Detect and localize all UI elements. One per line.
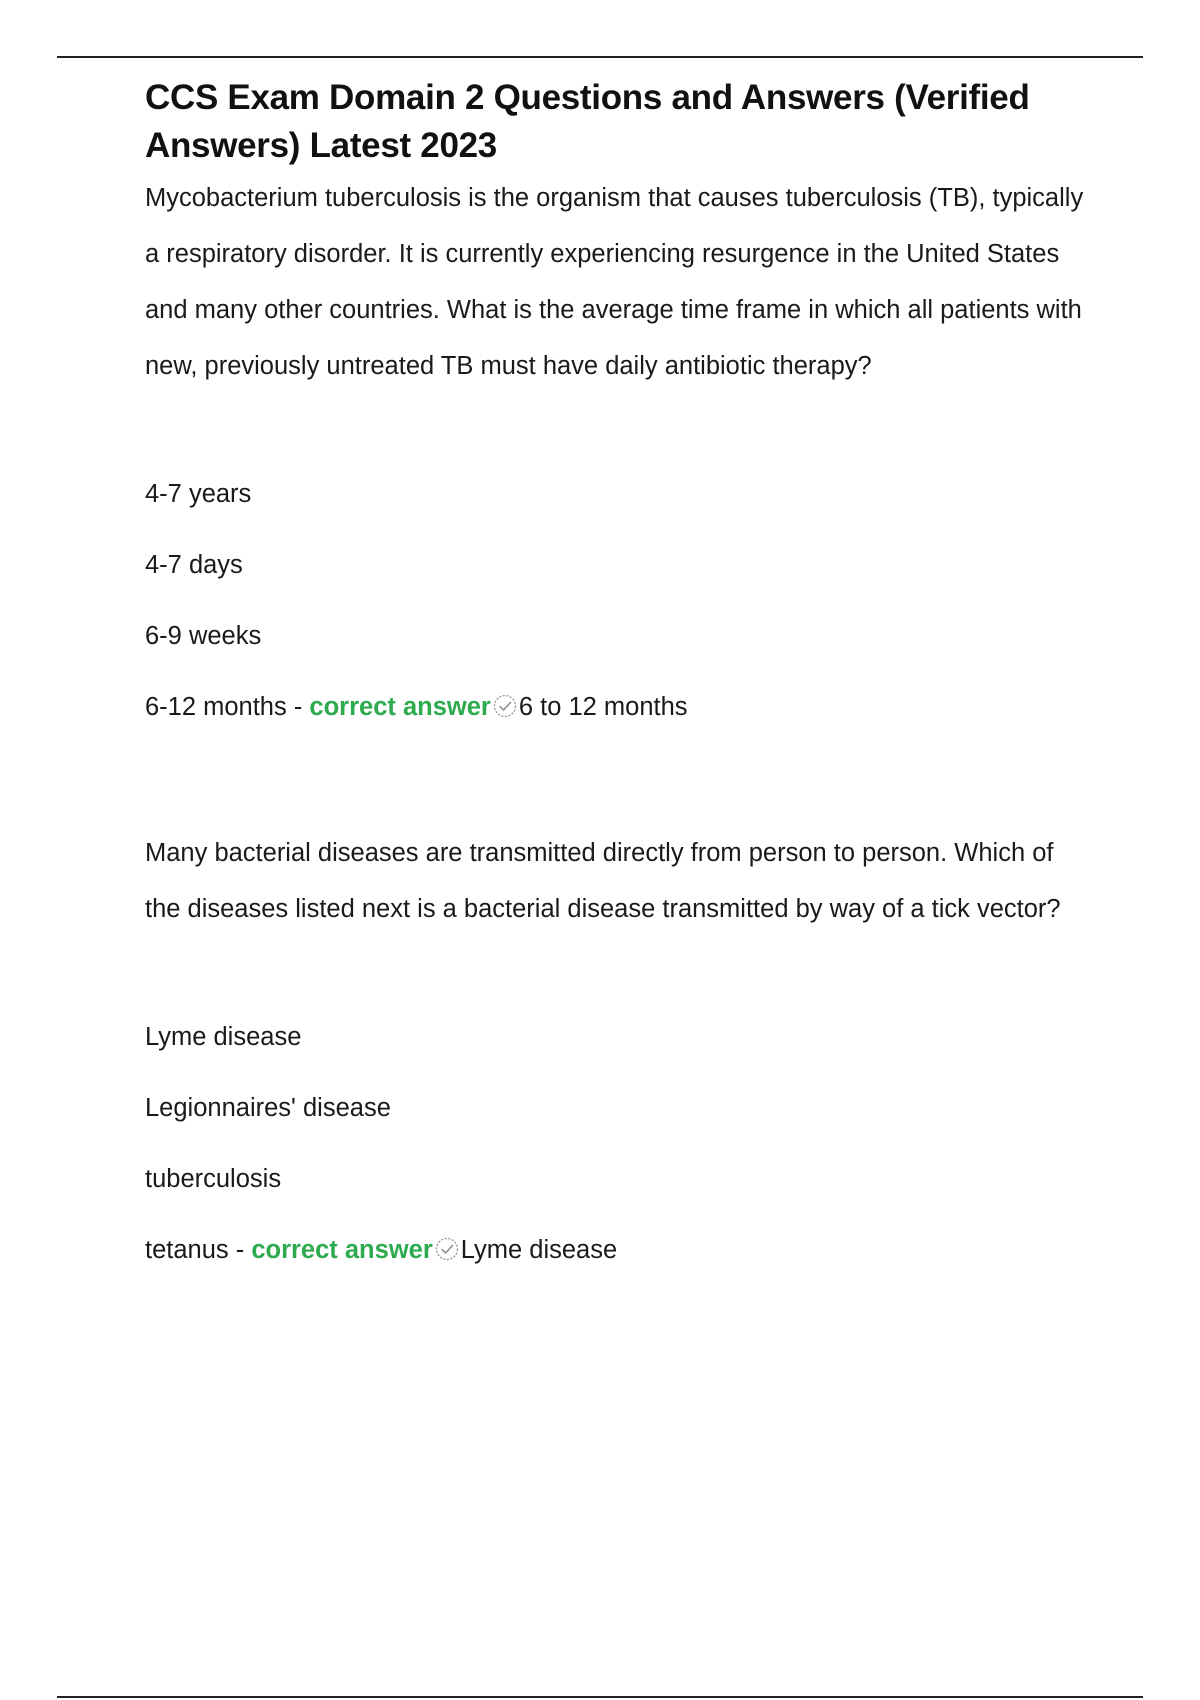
question-block-2 — [145, 825, 1095, 1303]
question-text: Many bacterial diseases are transmitted directly from person to person. Which of the diseases listed next is a bacterial disease transmitted by way of a tick vector? — [145, 839, 1061, 923]
answer-line — [145, 1232, 1095, 1303]
option-item-last: 6-12 months — [145, 693, 287, 721]
option-item-last: tetanus — [145, 1236, 229, 1264]
answer-separator: - — [228, 1236, 252, 1264]
document-body — [145, 74, 1095, 1303]
answer-text: 6 to 12 months — [518, 693, 688, 721]
answer-text: Lyme disease — [460, 1236, 618, 1264]
answer-separator: - — [286, 693, 310, 721]
option-item: 4-7 years — [145, 480, 252, 508]
option-item: Lyme disease — [145, 1023, 302, 1051]
option-item: 4-7 days — [145, 551, 243, 579]
options-list — [145, 476, 1095, 760]
correct-answer-label: correct answer — [309, 693, 491, 721]
bottom-rule — [57, 1696, 1143, 1698]
option-item: Legionnaires' disease — [145, 1094, 391, 1122]
answer-line — [145, 689, 1095, 760]
verified-check-icon — [492, 693, 518, 719]
option-item: tuberculosis — [145, 1165, 282, 1193]
question-text: Mycobacterium tuberculosis is the organism that causes tuberculosis (TB), typically a respiratory disorder. It is currently experiencing resurgence in the United States and many other countries. What is the average time frame in which all patients with new, previously untreated TB must have daily antibiotic therapy? — [145, 184, 1084, 380]
top-rule — [57, 56, 1143, 58]
correct-answer-label: correct answer — [251, 1236, 433, 1264]
option-item: 6-9 weeks — [145, 622, 262, 650]
verified-check-icon — [434, 1236, 460, 1262]
question-block-1 — [145, 170, 1095, 760]
document-title: CCS Exam Domain 2 Questions and Answers (Verified Answers) Latest 2023 — [145, 78, 1030, 165]
options-list — [145, 1019, 1095, 1303]
